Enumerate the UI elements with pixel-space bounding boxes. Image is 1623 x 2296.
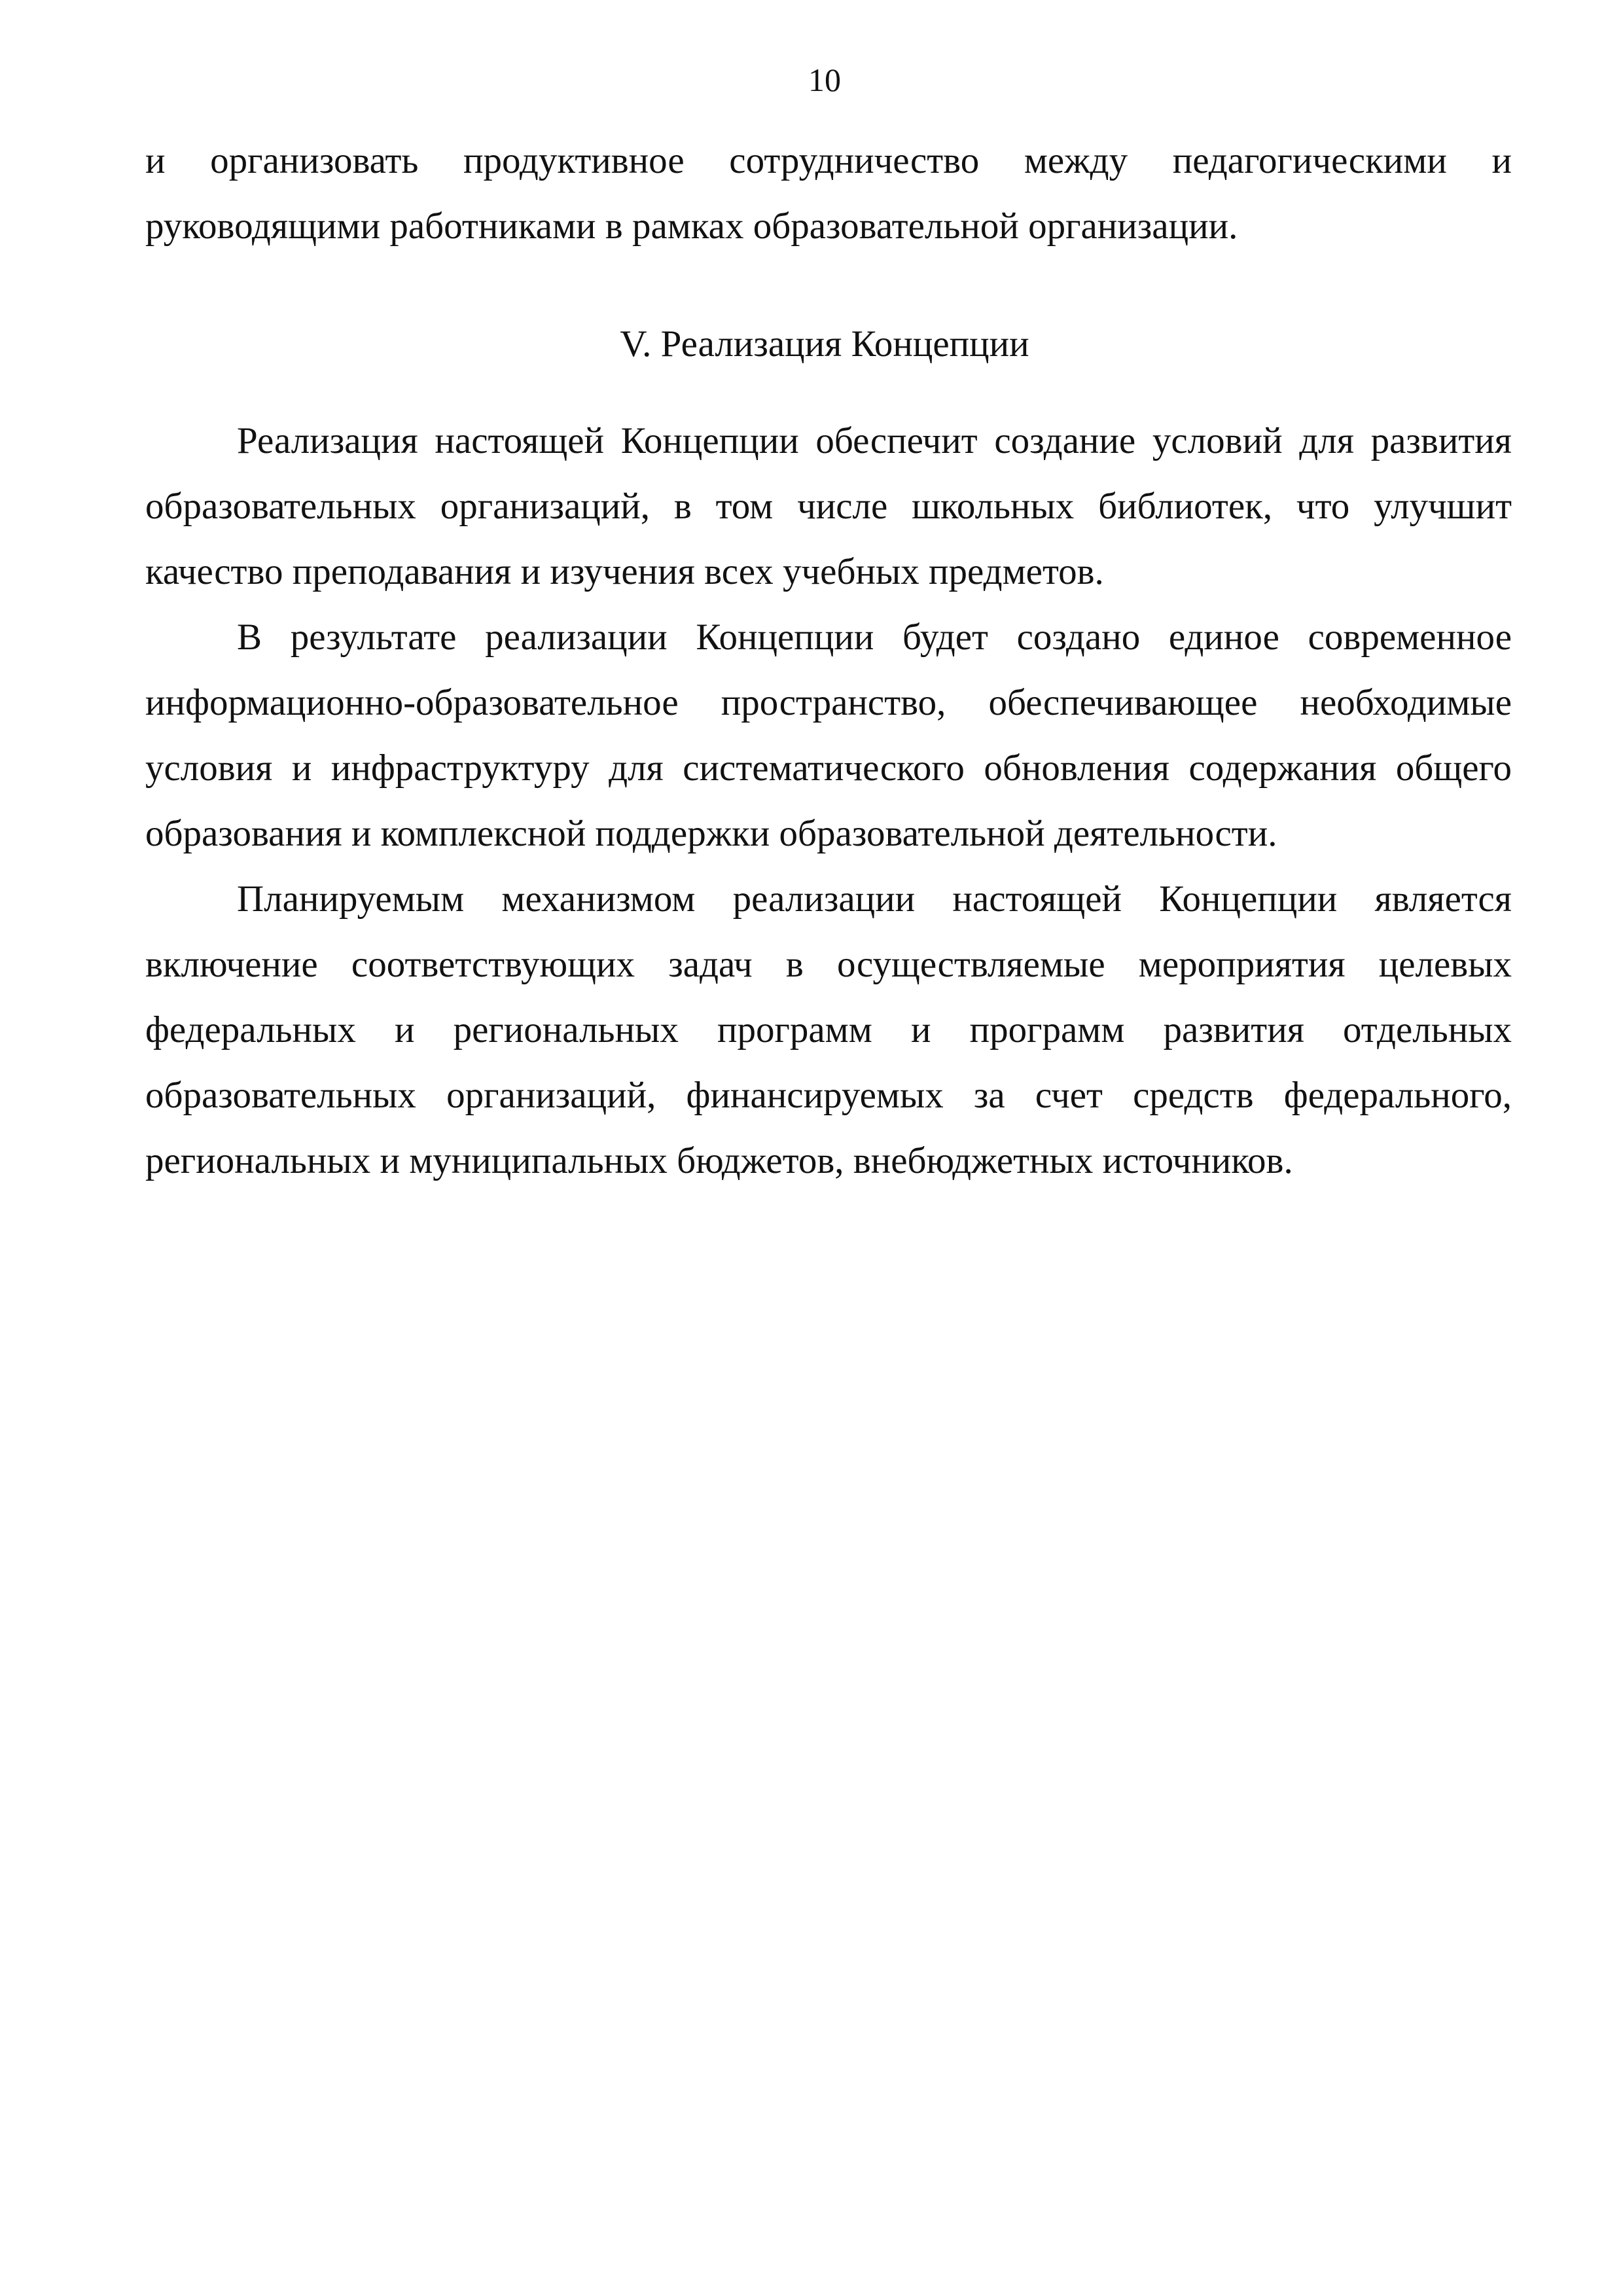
section-body <box>145 408 1512 1194</box>
continuation-block <box>145 128 1512 259</box>
continuation-paragraph: и организовать продуктивное сотрудничество между педагогическими и руководящими работниками в рамках образовательной организации. <box>145 140 1512 247</box>
page-number: 10 <box>808 62 841 98</box>
section-paragraph: В результате реализации Концепции будет создано единое современное информационно-образовательное пространство, обеспечивающее необходимые условия и инфраструктуру для систематического обновления содержания общего образования и комплексной поддержки образовательной деятельности. <box>145 617 1512 854</box>
section-paragraph: Планируемым механизмом реализации настоящей Концепции является включение соответствующих задач в осуществляемые мероприятия целевых федеральных и региональных программ и программ развития отдельных образовательных организаций, финансируемых за счет средств федерального, региональных и муниципальных бюджетов, внебюджетных источников. <box>145 878 1512 1181</box>
section-paragraph: Реализация настоящей Концепции обеспечит создание условий для развития образовательных организаций, в том числе школьных библиотек, что улучшит качество преподавания и изучения всех учебных предметов. <box>145 420 1512 592</box>
section-heading: V. Реализация Концепции <box>620 323 1029 365</box>
